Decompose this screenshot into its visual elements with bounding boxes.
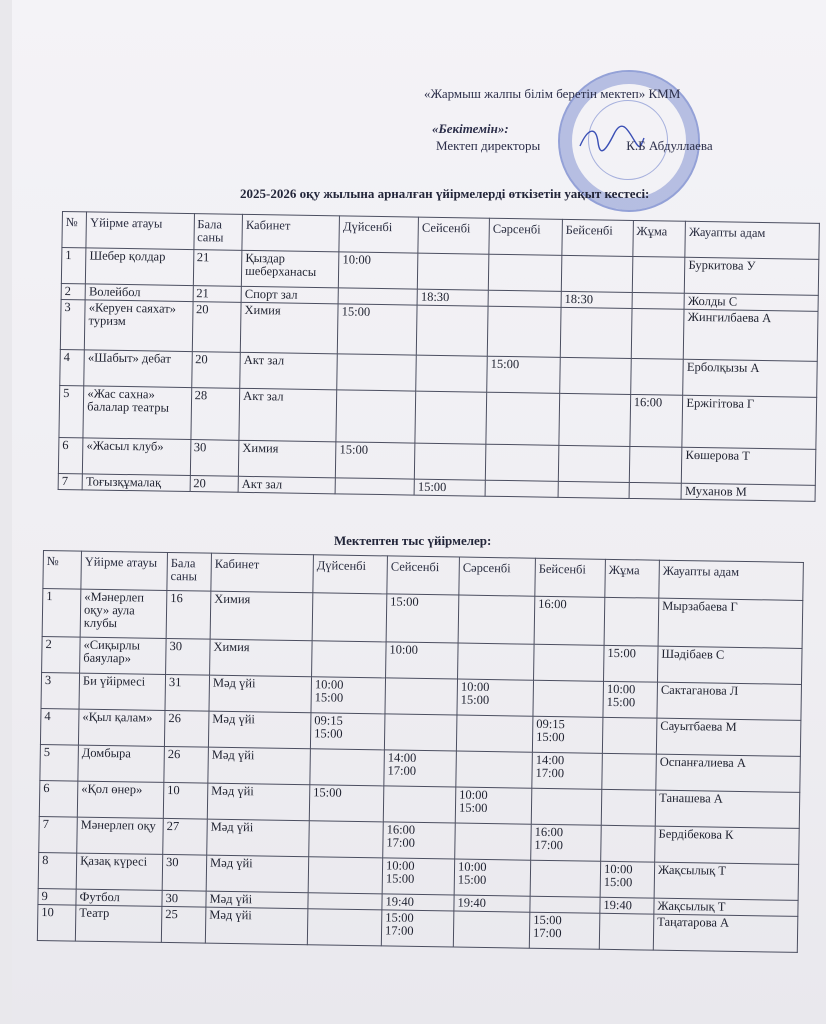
- table-cell: [485, 480, 558, 497]
- header-cell: Сәрсенбі: [459, 557, 536, 596]
- table-cell: 7: [39, 816, 78, 853]
- table-cell: 15:00: [386, 594, 459, 643]
- table-cell: [487, 306, 561, 357]
- table-cell: [335, 478, 414, 495]
- table-cell: [308, 857, 383, 894]
- table-cell: «Мәнерлеп оқу» аула клубы: [80, 589, 167, 638]
- table-cell: «Шабыт» дебат: [84, 350, 192, 388]
- table-cell: 4: [40, 708, 79, 745]
- organization-name: «Жармыш жалпы білім беретін мектеп» КММ: [424, 86, 681, 101]
- table-cell: «Керуен саяхат» туризм: [85, 300, 193, 352]
- table-cell: Мәд үйі: [207, 783, 310, 821]
- table-cell: Химия: [238, 440, 336, 478]
- table-cell: [602, 753, 657, 790]
- table-cell: «Сиқырлы баяулар»: [80, 637, 167, 674]
- table-cell: 31: [165, 674, 210, 711]
- table-cell: [534, 644, 605, 681]
- table-cell: 26: [164, 710, 209, 747]
- table-cell: [458, 643, 535, 680]
- table-cell: 2: [42, 636, 81, 673]
- table-cell: 10:00: [339, 252, 418, 289]
- table-cell: Оспанғалиева А: [656, 754, 801, 792]
- table-cell: Сауытбаева М: [656, 718, 801, 756]
- table-cell: Химия: [210, 591, 313, 641]
- table-cell: Мәд үйі: [206, 891, 308, 909]
- table-cell: 16:00: [630, 394, 683, 447]
- table-cell: 26: [164, 746, 209, 783]
- table-cell: 16:00: [534, 596, 605, 645]
- table-cell: Волейбол: [85, 284, 193, 302]
- table-cell: Театр: [75, 905, 162, 942]
- table-cell: 6: [39, 780, 78, 817]
- table-cell: Би үйірмесі: [79, 673, 166, 710]
- table-cell: [458, 595, 535, 644]
- external-clubs-body: [37, 589, 802, 953]
- director-line: [436, 138, 713, 154]
- table-cell: [561, 255, 632, 292]
- table-cell: [415, 391, 487, 444]
- table-cell: 21: [193, 250, 242, 287]
- table-cell: [455, 823, 532, 860]
- director-name: К.Б Абдуллаева: [626, 138, 713, 153]
- table-cell: 16:00 17:00: [531, 824, 602, 861]
- table-cell: [530, 896, 600, 913]
- table-cell: Спорт зал: [241, 286, 338, 304]
- table-cell: 3: [41, 672, 80, 709]
- director-title: Мектеп директоры: [436, 138, 541, 153]
- table-cell: Мәд үйі: [208, 747, 311, 785]
- table-cell: Буркитова У: [685, 257, 819, 295]
- table-cell: [418, 253, 489, 290]
- table-cell: [310, 749, 385, 786]
- table-cell: [559, 393, 631, 446]
- header-cell: Жұма: [633, 220, 686, 257]
- table-cell: [632, 292, 685, 309]
- table-cell: Сактаганова Л: [657, 682, 802, 720]
- table-cell: 20: [192, 302, 241, 353]
- header-cell: Үйірме атауы: [81, 551, 168, 590]
- table-cell: 09:15 15:00: [532, 716, 603, 753]
- table-cell: 10:00 15:00: [600, 861, 655, 898]
- table-cell: 10: [163, 782, 208, 819]
- table-cell: 4: [60, 349, 85, 385]
- table-cell: Жингилбаева А: [684, 309, 818, 361]
- table-cell: [384, 714, 457, 751]
- table-cell: Жақсылық Т: [654, 898, 798, 916]
- table-cell: 3: [60, 299, 85, 349]
- table-cell: 8: [38, 852, 77, 889]
- table-cell: 18:30: [417, 289, 488, 306]
- header-cell: Бейсенбі: [535, 558, 606, 597]
- external-clubs-table: [37, 550, 804, 953]
- document-page: [12, 0, 826, 1024]
- table-cell: «Жасыл клуб»: [83, 438, 191, 476]
- table-cell: 15:00: [414, 479, 485, 496]
- table-cell: 14:00 17:00: [532, 752, 603, 789]
- table-cell: Мәд үйі: [205, 907, 308, 945]
- table-cell: 15:00: [487, 356, 560, 393]
- table-cell: 21: [193, 286, 242, 303]
- table-cell: [629, 482, 682, 499]
- table-cell: Акт зал: [238, 476, 335, 494]
- table-cell: Мәд үйі: [208, 711, 311, 749]
- table-cell: [308, 893, 382, 910]
- table-cell: Мәд үйі: [209, 675, 312, 713]
- table-cell: Акт зал: [239, 388, 337, 442]
- table-cell: [383, 786, 456, 823]
- table-cell: Ержігітова Г: [682, 395, 816, 449]
- table-cell: [338, 288, 417, 305]
- table-cell: 16: [166, 590, 211, 639]
- header-cell: Сәрсенбі: [489, 218, 562, 255]
- table-cell: 2: [61, 283, 86, 299]
- table-cell: [630, 358, 683, 395]
- table-cell: 14:00 17:00: [384, 750, 457, 787]
- header-cell: Сейсенбі: [387, 556, 460, 595]
- table-cell: 15:00: [336, 442, 415, 479]
- table-cell: [560, 307, 632, 358]
- header-cell: Бала саны: [193, 214, 242, 251]
- table-cell: [486, 392, 560, 445]
- table-cell: [456, 715, 533, 752]
- header-cell: №: [43, 551, 82, 590]
- table-cell: Қазақ күресі: [76, 853, 163, 890]
- table-cell: 27: [163, 818, 208, 855]
- header-cell: Бала саны: [167, 552, 212, 591]
- table-cell: 30: [190, 440, 239, 477]
- header-cell: Дүйсенбі: [313, 555, 388, 594]
- table-cell: 15:00 17:00: [529, 912, 600, 949]
- table-cell: Жолды С: [684, 293, 818, 311]
- school-clubs-table: [58, 211, 820, 502]
- table-cell: Ерболқызы А: [683, 359, 817, 397]
- table-cell: [629, 446, 682, 483]
- table-cell: Футбол: [76, 889, 162, 906]
- table-cell: [488, 254, 561, 291]
- table-cell: 19:40: [382, 894, 454, 911]
- table-cell: [631, 308, 684, 359]
- table-cell: 9: [38, 888, 76, 905]
- table-cell: 20: [191, 352, 240, 389]
- table-cell: 30: [162, 854, 207, 891]
- table-cell: Муханов М: [681, 483, 815, 501]
- table-cell: 15:00: [309, 785, 384, 822]
- table-cell: Танашева А: [655, 790, 800, 828]
- approval-label: «Бекітемін»:: [432, 121, 509, 136]
- table-cell: 15:00: [604, 645, 659, 682]
- header-cell: Бейсенбі: [562, 219, 633, 256]
- table-cell: Қыздар шеберханасы: [241, 250, 339, 288]
- table-cell: [312, 641, 387, 678]
- table-cell: Тоғызқұмалақ: [82, 474, 190, 492]
- table-cell: 15:00 17:00: [381, 910, 454, 947]
- table-cell: 09:15 15:00: [310, 713, 385, 750]
- table-cell: 18:30: [561, 291, 632, 308]
- table-cell: Мәд үйі: [206, 855, 309, 893]
- header-cell: Жауапты адам: [659, 560, 804, 600]
- table-cell: [453, 911, 530, 948]
- table-cell: 10:00 15:00: [382, 858, 455, 895]
- header-cell: Жауапты адам: [685, 221, 819, 259]
- header-cell: Үйірме атауы: [86, 212, 194, 250]
- table-cell: 10:00 15:00: [457, 679, 534, 716]
- table-cell: [531, 788, 602, 825]
- table-cell: 10: [37, 904, 76, 941]
- table-cell: [307, 909, 382, 946]
- table-cell: [558, 481, 629, 498]
- table-cell: [599, 913, 654, 950]
- table-cell: 30: [162, 890, 206, 907]
- table-cell: [558, 445, 629, 482]
- table-cell: «Қыл қалам»: [78, 709, 165, 746]
- table-cell: Акт зал: [240, 352, 338, 390]
- table-cell: [415, 443, 486, 480]
- table-cell: [601, 789, 656, 826]
- table-cell: 15:00: [338, 304, 418, 355]
- table-cell: 10:00 15:00: [603, 681, 658, 718]
- header-cell: №: [62, 212, 87, 248]
- table-cell: Химия: [210, 639, 313, 677]
- table-cell: [385, 678, 458, 715]
- table-cell: Жақсылық Т: [654, 862, 799, 900]
- table-cell: 25: [161, 906, 206, 943]
- table-cell: 1: [42, 589, 81, 638]
- table-cell: [533, 680, 604, 717]
- table-cell: [485, 444, 558, 481]
- table-cell: Химия: [240, 302, 338, 354]
- table-cell: 16:00 17:00: [383, 822, 456, 859]
- table-cell: 6: [58, 437, 83, 473]
- header-cell: Кабинет: [242, 214, 340, 252]
- table-cell: [337, 354, 416, 391]
- table-cell: 20: [190, 476, 239, 493]
- table-cell: Бердібекова К: [655, 826, 800, 864]
- table-cell: [602, 717, 657, 754]
- table-cell: «Қол өнер»: [77, 781, 164, 818]
- table-cell: 5: [40, 744, 79, 781]
- table-cell: Көшерова Т: [682, 447, 816, 485]
- table-cell: [601, 825, 656, 862]
- table-cell: 10:00 15:00: [311, 677, 386, 714]
- table-cell: 19:40: [600, 897, 654, 914]
- table-cell: [312, 593, 387, 642]
- external-clubs-title: Мектептен тыс үйірмелер:: [334, 533, 492, 548]
- table-cell: 19:40: [454, 895, 530, 912]
- table-cell: [632, 256, 685, 293]
- header-cell: Дүйсенбі: [339, 216, 418, 253]
- table-cell: 10:00 15:00: [454, 859, 531, 896]
- table-cell: 5: [59, 385, 84, 437]
- table-cell: Мәд үйі: [207, 819, 310, 857]
- table-cell: 10:00: [386, 642, 459, 679]
- table-cell: [309, 821, 384, 858]
- table-cell: [530, 860, 601, 897]
- table-cell: 30: [166, 638, 211, 675]
- table-cell: [336, 390, 416, 443]
- table-cell: Шебер қолдар: [86, 248, 194, 286]
- table-cell: [416, 355, 487, 392]
- table-cell: [416, 305, 488, 356]
- table-cell: [456, 751, 533, 788]
- table-cell: Шәдібаев С: [657, 646, 802, 684]
- table-cell: 1: [61, 248, 86, 284]
- table-cell: 28: [190, 388, 239, 441]
- table-cell: Домбыра: [78, 745, 165, 782]
- table-cell: [560, 357, 631, 394]
- header-cell: Жұма: [605, 559, 660, 598]
- schedule-title: 2025-2026 оқу жылына арналған үйірмелерді өткізетін уақыт кестесі:: [240, 186, 650, 201]
- header-cell: Кабинет: [211, 553, 314, 593]
- table-cell: 7: [58, 473, 83, 489]
- table-cell: Мәнерлеп оқу: [77, 817, 164, 854]
- header-cell: Сейсенбі: [418, 217, 489, 254]
- table-cell: 10:00 15:00: [455, 787, 532, 824]
- table-cell: [604, 597, 659, 646]
- table-cell: Таңатарова А: [653, 914, 798, 952]
- table-cell: Мырзабаева Г: [658, 598, 803, 648]
- table-cell: «Жас сахна» балалар театры: [83, 386, 191, 440]
- table-cell: [488, 290, 561, 307]
- school-clubs-body: [58, 248, 819, 502]
